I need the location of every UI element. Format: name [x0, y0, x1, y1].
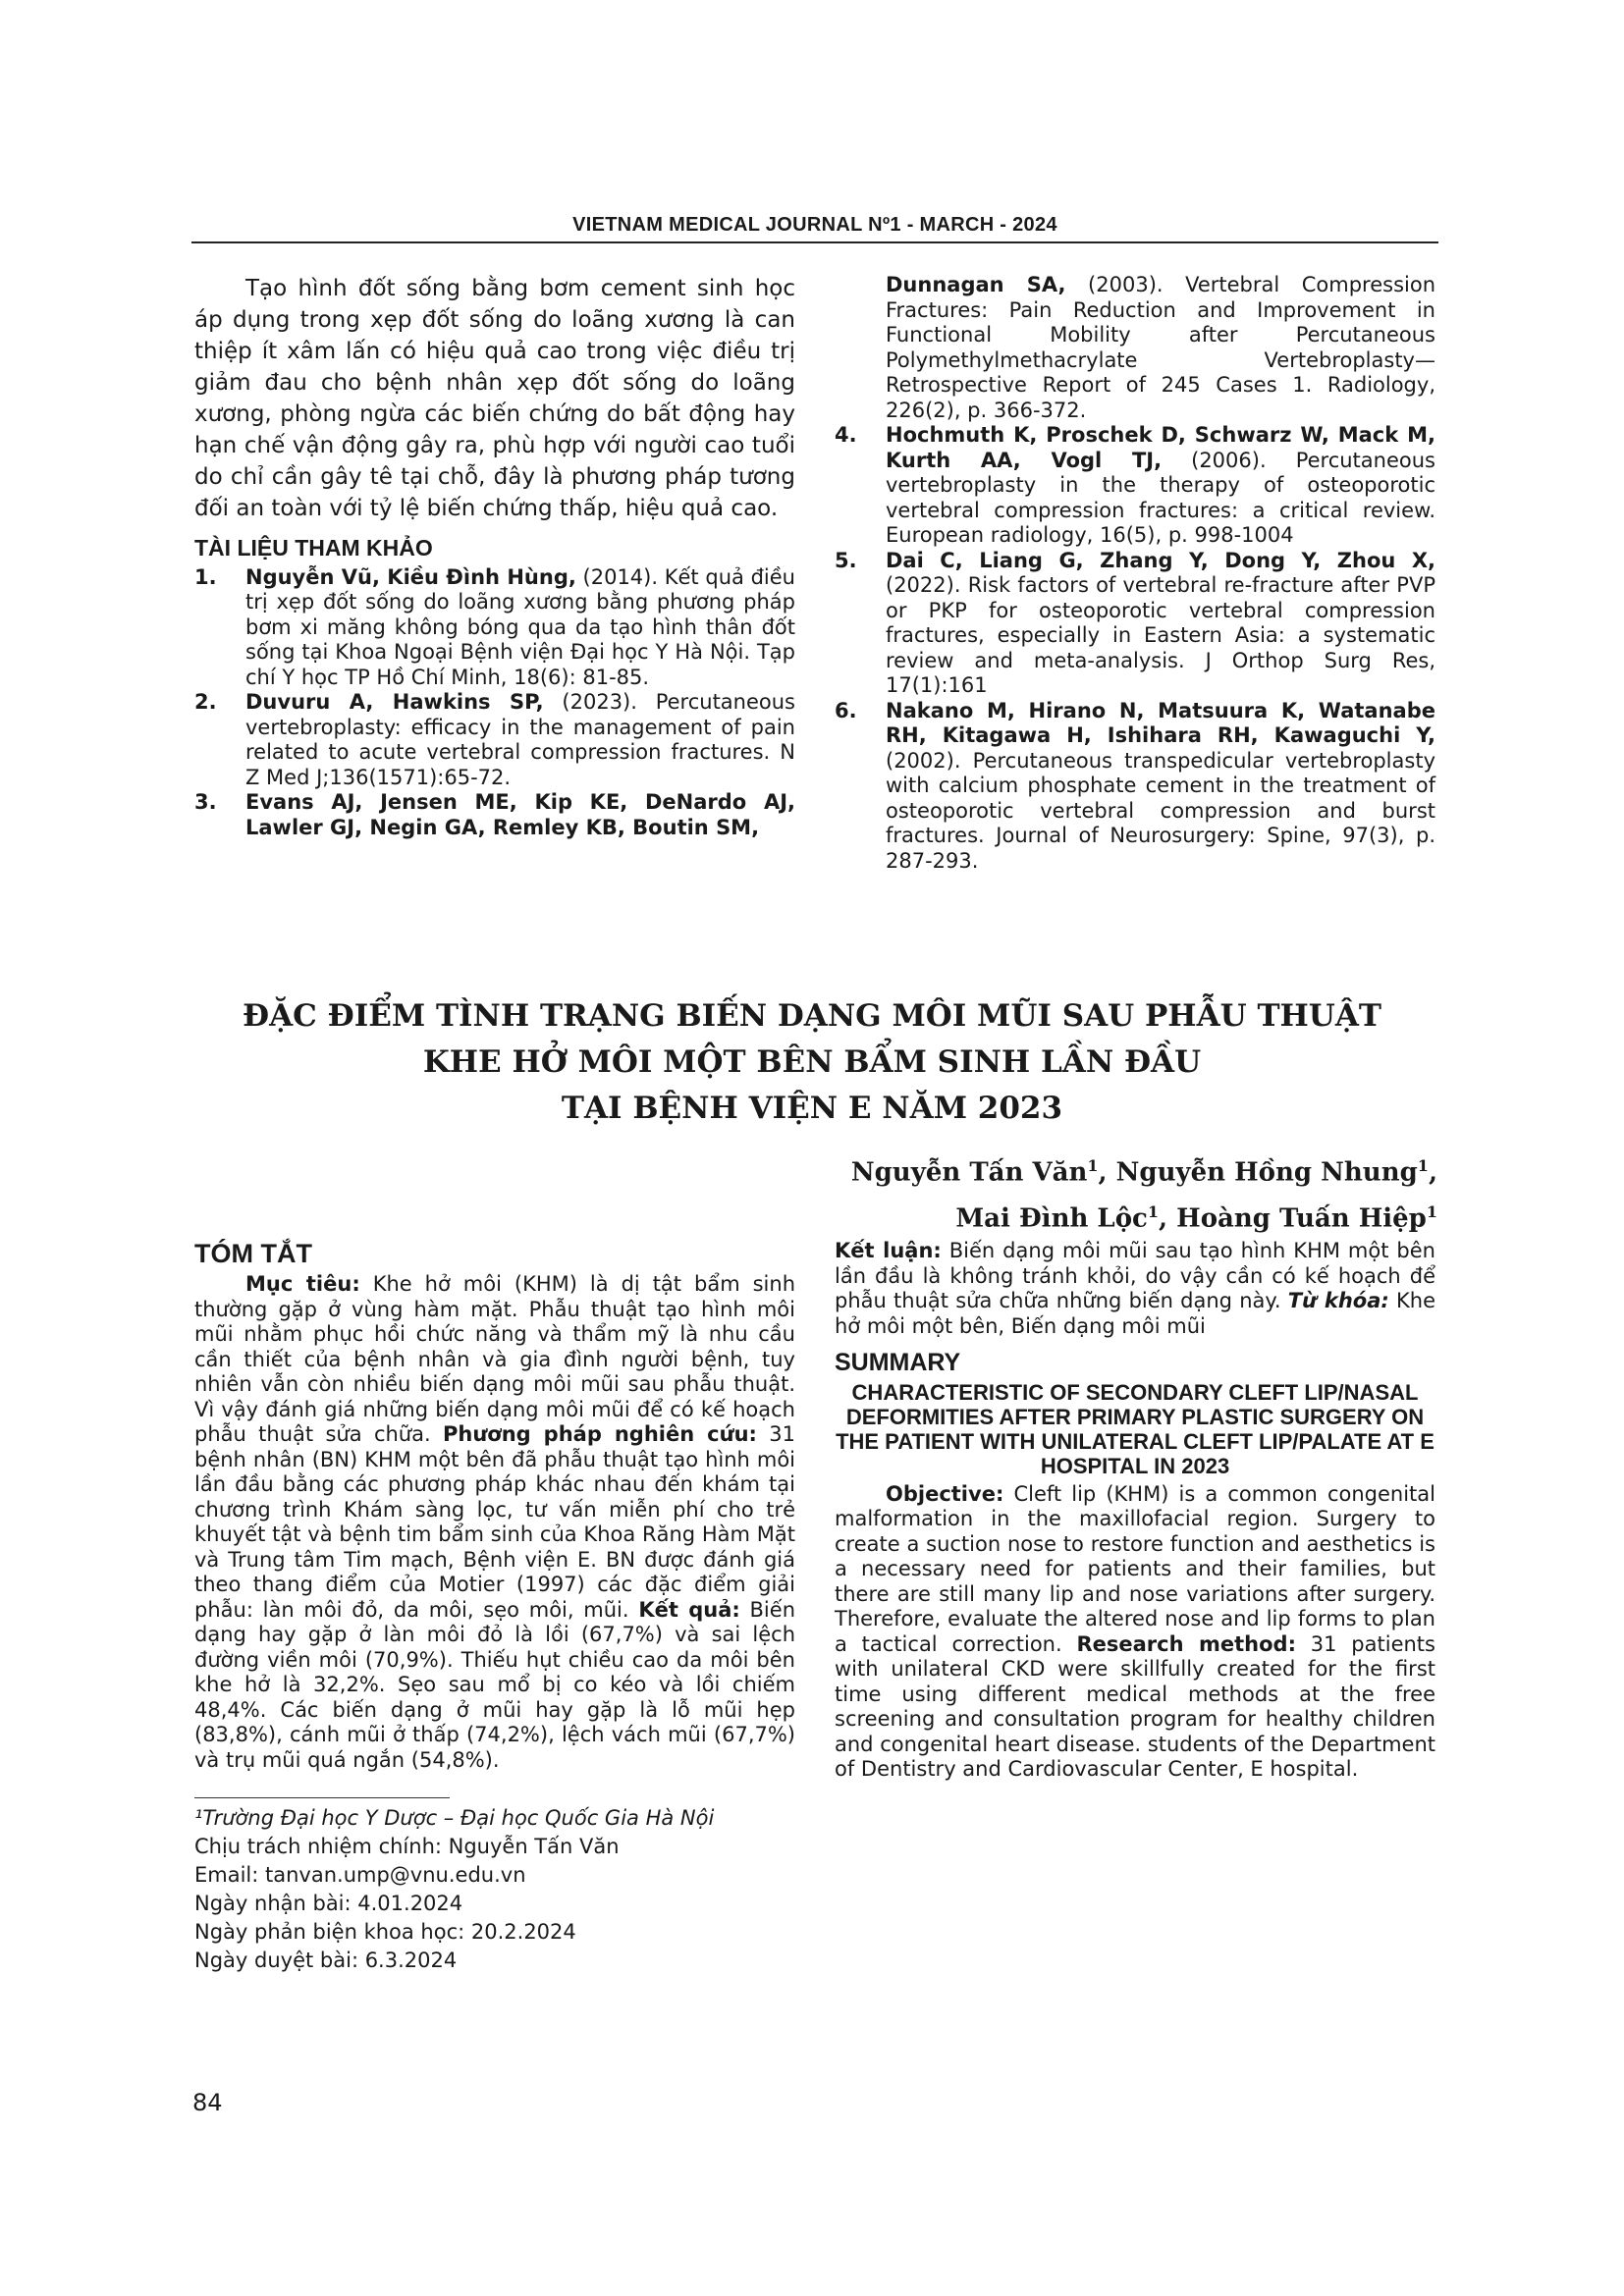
title-line: KHE HỞ MÔI MỘT BÊN BẨM SINH LẦN ĐẦU: [422, 1044, 1202, 1080]
accepted-date: Ngày duyệt bài: 6.3.2024: [194, 1949, 458, 1972]
reference-item: 3. Evans AJ, Jensen ME, Kip KE, DeNardo AJ, Lawler GJ, Negin GA, Remley KB, Boutin SM,: [194, 790, 795, 839]
summary-heading: SUMMARY: [835, 1349, 961, 1376]
conclusion-paragraph: Tạo hình đốt sống bằng bơm cement sinh học áp dụng trong xẹp đốt sống do loãng xương là can thiệp ít xâm lấn có hiệu quả cao trong việc điều trị giảm đau cho bệnh nhân xẹp đốt sống do loãng xương, phòng ngừa các biến chứng do bất động hay hạn chế vận động gây ra, phù hợp với người cao tuổi do chỉ cần gây tê tại chỗ, đây là phương pháp tương đối an toàn với tỷ lệ biến chứng thấp, hiệu quả cao.: [194, 276, 795, 521]
title-line: ĐẶC ĐIỂM TÌNH TRẠNG BIẾN DẠNG MÔI MŨI SAU PHẪU THUẬT: [243, 998, 1381, 1034]
abstract-right-column: [835, 1239, 1435, 1783]
article-title: [157, 993, 1467, 1132]
top-right-column: [835, 273, 1435, 874]
email: Email: tanvan.ump@vnu.edu.vn: [194, 1863, 526, 1887]
author-name: Hoàng Tuấn Hiệp: [1176, 1203, 1427, 1234]
affiliation: ¹Trường Đại học Y Dược – Đại học Quốc Gia Hà Nội: [194, 1806, 715, 1830]
reference-item: 1. Nguyễn Vũ, Kiều Đình Hùng, (2014). Kết quả điều trị xẹp đốt sống do loãng xương bằng phương pháp bơm xi măng không bóng qua da tạo hình thân đốt sống tại Khoa Ngoại Bệnh viện Đại học Y Hà Nội. Tạp chí Y học TP Hồ Chí Minh, 18(6): 81-85.: [194, 564, 795, 689]
author-name: Mai Đình Lộc: [955, 1203, 1148, 1234]
top-left-column: [194, 273, 795, 840]
author-name: Nguyễn Tấn Văn: [850, 1157, 1088, 1188]
abstract-left-column: [194, 1272, 795, 1773]
title-line: TẠI BỆNH VIỆN E NĂM 2023: [561, 1091, 1063, 1126]
page-number: 84: [192, 2089, 223, 2116]
summary-text: Objective: Cleft lip (KHM) is a common congenital malformation in the maxillofacial region. Surgery to create a suction nose to restore function and aesthetics is a necessary need for patients and their families, but there are still many lip and nose variations after surgery. Therefore, evaluate the altered nose and lip forms to plan a tactical correction. Research method: 31 patients with unilateral CKD were skillfully created for the first time using different medical methods at the free screening and consultation program for healthy children and congenital heart disease. students of the Department of Dentistry and Cardiovascular Center, E hospital.: [835, 1481, 1435, 1781]
review-date: Ngày phản biện khoa học: 20.2.2024: [194, 1920, 576, 1944]
references-heading: TÀI LIỆU THAM KHẢO: [194, 535, 433, 561]
abstract-heading: TÓM TẮT: [194, 1239, 312, 1268]
reference-item: 5. Dai C, Liang G, Zhang Y, Dong Y, Zhou X, (2022). Risk factors of vertebral re-fracture after PVP or PKP for osteoporotic vertebral compression fractures, especially in Eastern Asia: a systematic review and meta-analysis. J Orthop Surg Res, 17(1):161: [835, 548, 1435, 697]
journal-header: VIETNAM MEDICAL JOURNAL Nº1 - MARCH - 2024: [572, 214, 1057, 236]
summary-title: CHARACTERISTIC OF SECONDARY CLEFT LIP/NASAL DEFORMITIES AFTER PRIMARY PLASTIC SURGERY ON THE PATIENT WITH UNILATERAL CLEFT LIP/PALATE AT E HOSPITAL IN 2023: [836, 1379, 1435, 1478]
reference-item: 6. Nakano M, Hirano N, Matsuura K, Watanabe RH, Kitagawa H, Ishihara RH, Kawaguchi Y, (2002). Percutaneous transpedicular vertebroplasty with calcium phosphate cement in the treatment of osteoporotic vertebral compression and burst fractures. Journal of Neurosurgery: Spine, 97(3), p. 287-293.: [835, 698, 1435, 873]
received-date: Ngày nhận bài: 4.01.2024: [194, 1892, 463, 1915]
reference-item-continued: Dunnagan SA, (2003). Vertebral Compression Fractures: Pain Reduction and Improvement in Functional Mobility after Percutaneous Polymethylmethacrylate Vertebroplasty—Retrospective Report of 245 Cases 1. Radiology, 226(2), p. 366-372.: [886, 273, 1436, 422]
abstract-text: Mục tiêu: Khe hở môi (KHM) là dị tật bẩm sinh thường gặp ở vùng hàm mặt. Phẫu thuật tạo hình môi mũi nhằm phục hồi chức năng và thẩm mỹ là nhu cầu cần thiết của bệnh nhân và gia đình người bệnh, tuy nhiên vẫn còn nhiều biến dạng môi mũi sau phẫu thuật. Vì vậy đánh giá những biến dạng môi mũi để có kế hoạch phẫu thuật sửa chữa. Phương pháp nghiên cứu: 31 bệnh nhân (BN) KHM một bên đã phẫu thuật tạo hình môi lần đầu bằng các phương pháp khác nhau đến khám tại chương trình Khám sàng lọc, tư vấn miễn phí cho trẻ khuyết tật và bệnh tim bẩm sinh của Khoa Răng Hàm Mặt và Trung tâm Tim mạch, Bệnh viện E. BN được đánh giá theo thang điểm của Motier (1997) các đặc điểm giải phẫu: làn môi đỏ, da môi, sẹo môi, mũi. Kết quả: Biến dạng hay gặp ở làn môi đỏ là lồi (67,7%) và sai lệch đường viền môi (70,9%). Thiếu hụt chiều cao da môi bên khe hở là 32,2%. Sẹo sau mổ bị co kéo và lồi chiếm 48,4%. Các biến dạng ở mũi hay gặp là lỗ mũi hẹp (83,8%), cánh mũi ở thấp (74,2%), lệch vách mũi (67,7%) và trụ mũi quá ngắn (54,8%).: [194, 1272, 796, 1772]
footnote: [194, 1804, 714, 1975]
header-rule: [191, 241, 1438, 243]
author-name: Nguyễn Hồng Nhung: [1115, 1157, 1418, 1188]
abstract-continued: Kết luận: Biến dạng môi mũi sau tạo hình KHM một bên lần đầu là không tránh khỏi, do vậy cần có kế hoạch để phẫu thuật sửa chữa những biến dạng này. Từ khóa: Khe hở môi một bên, Biến dạng môi mũi: [835, 1239, 1435, 1338]
responsible-author: Chịu trách nhiệm chính: Nguyễn Tấn Văn: [194, 1835, 620, 1858]
reference-item: 4. Hochmuth K, Proschek D, Schwarz W, Mack M, Kurth AA, Vogl TJ, (2006). Percutaneous vertebroplasty in the therapy of osteoporotic vertebral compression fractures: a critical review. European radiology, 16(5), p. 998-1004: [835, 423, 1435, 547]
reference-item: 2. Duvuru A, Hawkins SP, (2023). Percutaneous vertebroplasty: efficacy in the management of pain related to acute vertebral compression fractures. N Z Med J;136(1571):65-72.: [194, 690, 795, 789]
footnote-rule: [194, 1797, 450, 1798]
author-list: Nguyễn Tấn Văn$^1$, Nguyễn Hồng Nhung$^1$, Mai Đình Lộc$^1$, Hoàng Tuấn Hiệp$^1$: [850, 1156, 1437, 1234]
